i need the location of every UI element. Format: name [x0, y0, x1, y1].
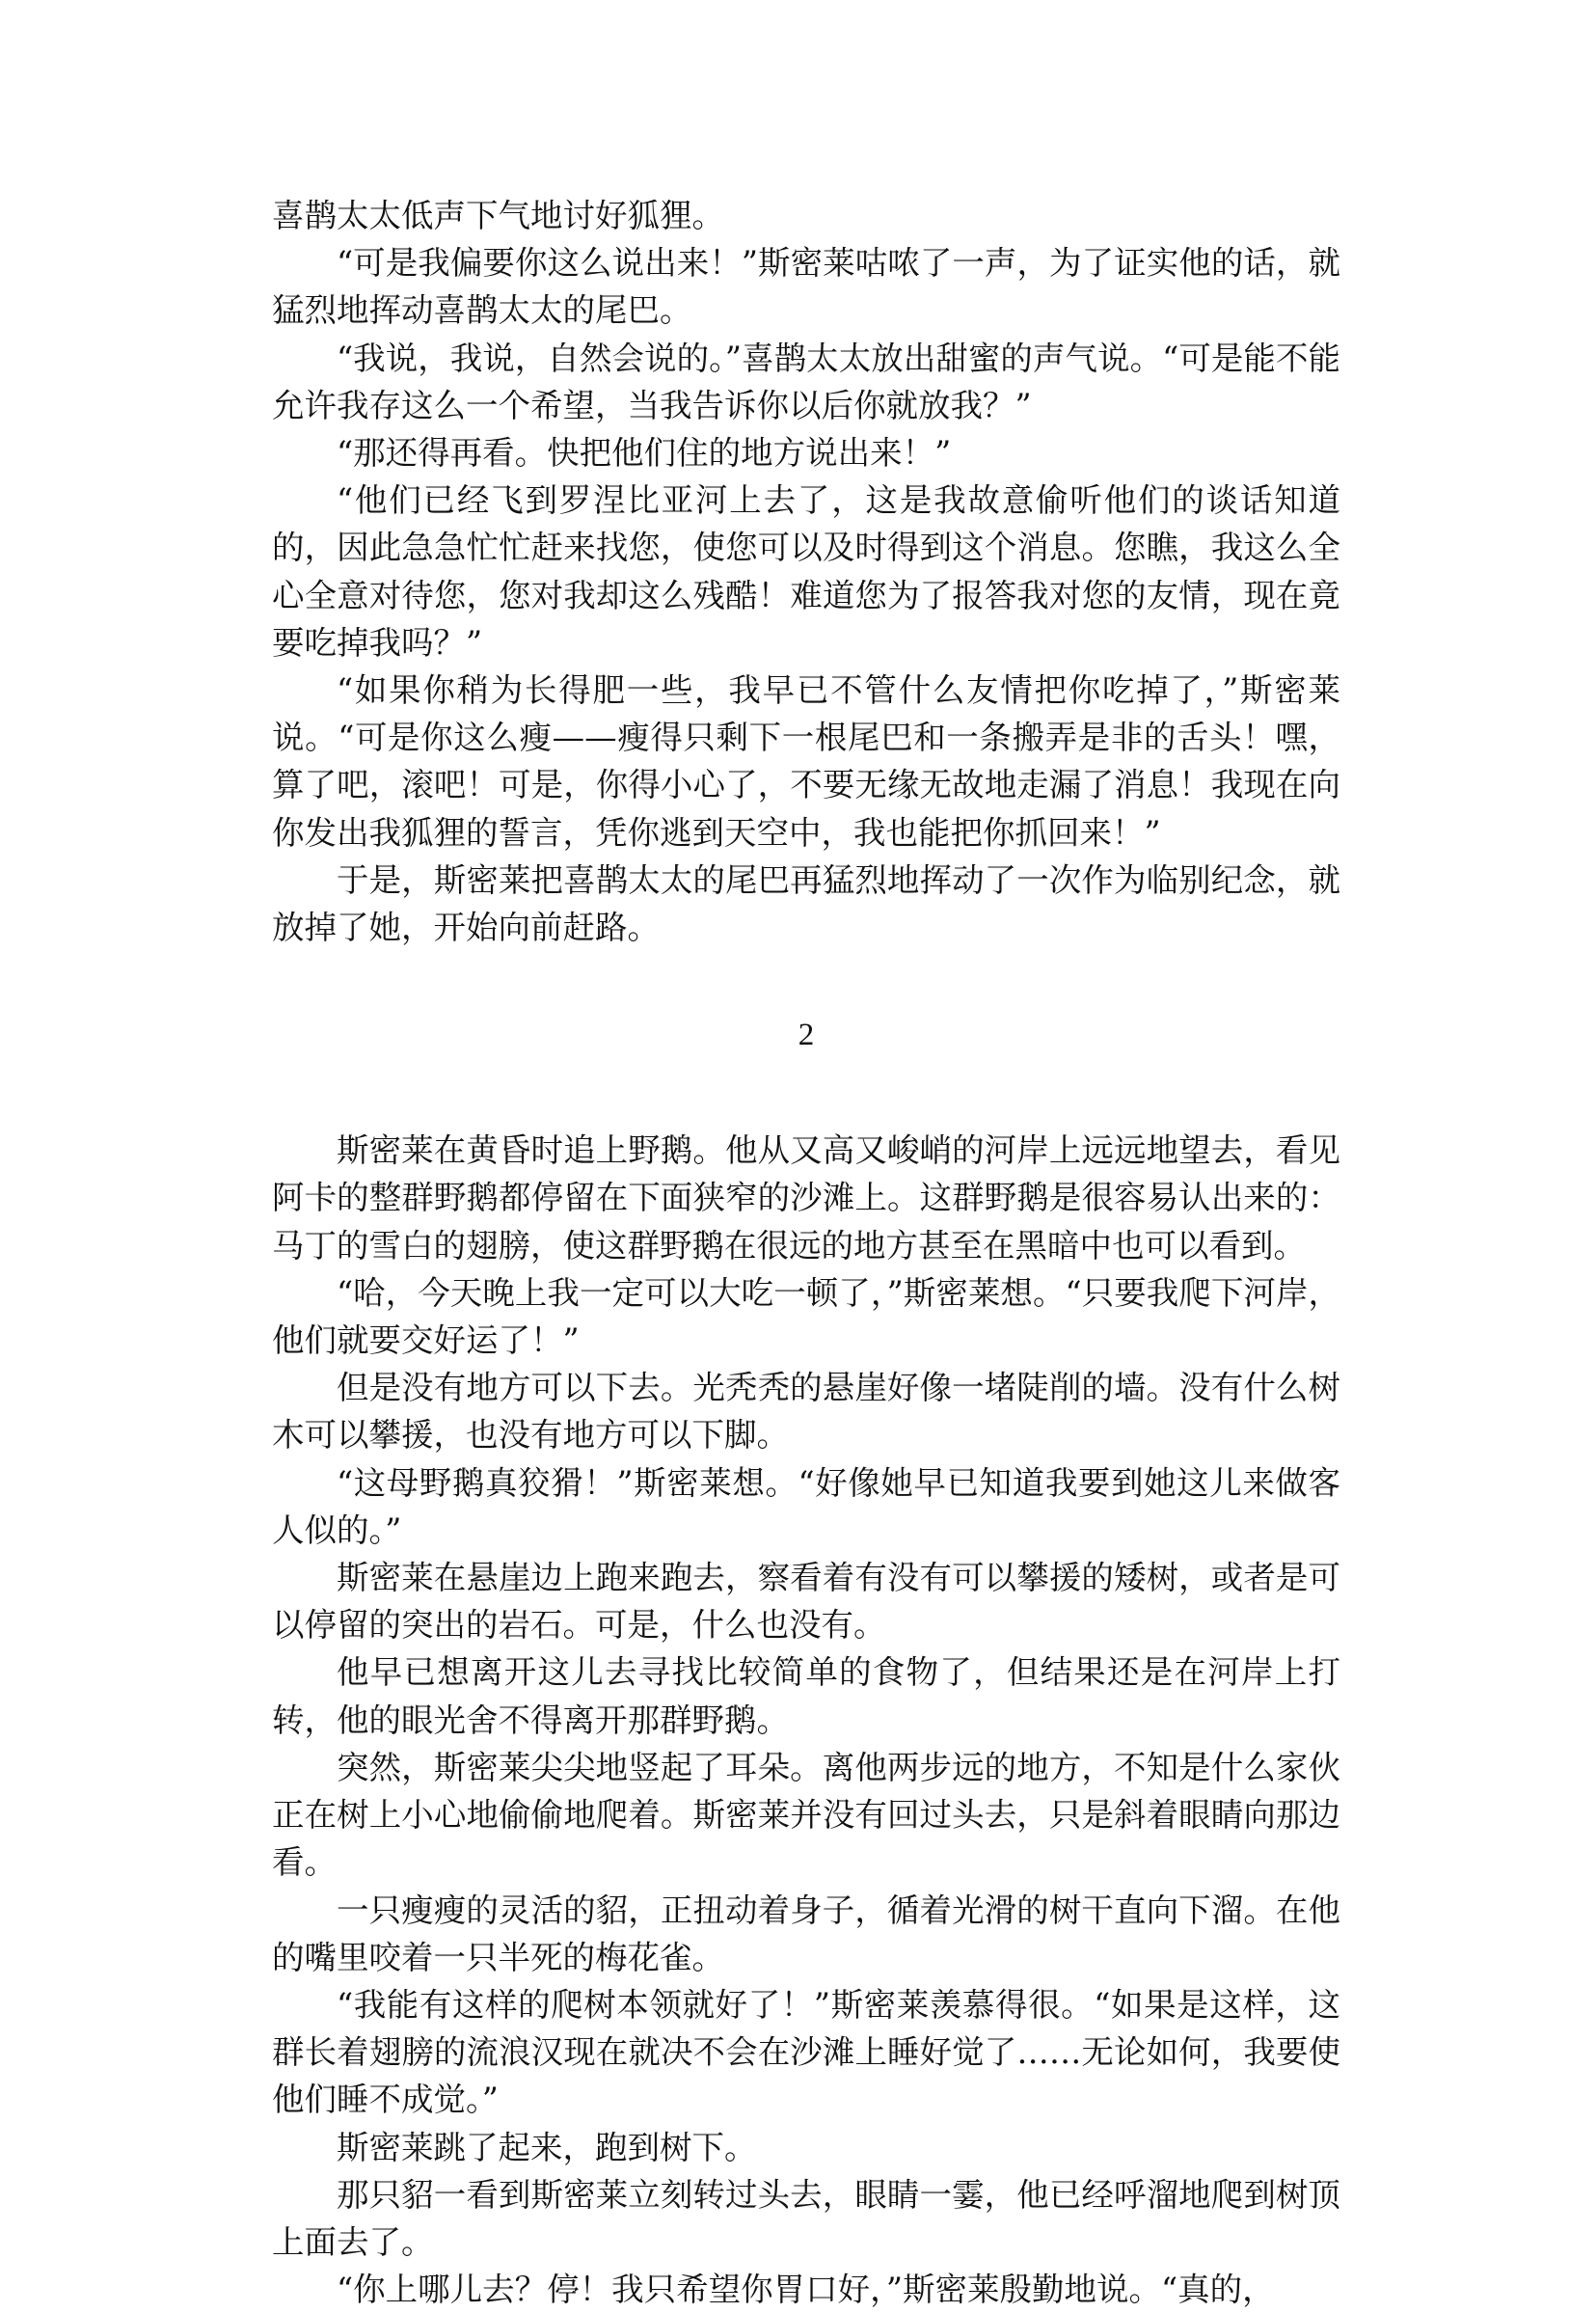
paragraph: “可是我偏要你这么说出来！”斯密莱咕哝了一声，为了证实他的话，就猛烈地挥动喜鹊太太的尾巴。: [272, 244, 1340, 330]
document-page: [272, 192, 1340, 2313]
paragraph: 但是没有地方可以下去。光秃秃的悬崖好像一堵陡削的墙。没有什么树木可以攀援，也没有地方可以下脚。: [272, 1369, 1340, 1455]
paragraph: “你上哪儿去？停！我只希望你胃口好，”斯密莱殷勤地说。“真的，: [337, 2271, 1275, 2309]
paragraph: 他早已想离开这儿去寻找比较简单的食物了，但结果还是在河岸上打转，他的眼光舍不得离开那群野鹅。: [272, 1653, 1340, 1739]
paragraph: 于是，斯密莱把喜鹊太太的尾巴再猛烈地挥动了一次作为临别纪念，就放掉了她，开始向前赶路。: [272, 860, 1340, 947]
paragraph: “那还得再看。快把他们住的地方说出来！”: [337, 434, 952, 473]
paragraph: “哈，今天晚上我一定可以大吃一顿了，”斯密莱想。“只要我爬下河岸，他们就要交好运了！”: [272, 1273, 1340, 1360]
paragraph: “他们已经飞到罗涅比亚河上去了，这是我故意偷听他们的谈话知道的，因此急急忙忙赶来找您，使您可以及时得到这个消息。您瞧，我这么全心全意对待您，您对我却这么残酷！难道您为了报答我对您的友情，现在竟要吃掉我吗？”: [272, 481, 1340, 662]
paragraph: 斯密莱跳了起来，跑到树下。: [337, 2128, 757, 2166]
paragraph: “如果你稍为长得肥一些，我早已不管什么友情把你吃掉了，”斯密莱说。“可是你这么瘦——瘦得只剩下一根尾巴和一条搬弄是非的舌头！嘿，算了吧，滚吧！可是，你得小心了，不要无缘无故地走漏了消息！我现在向你发出我狐狸的誓言，凭你逃到天空中，我也能把你抓回来！”: [272, 671, 1340, 852]
paragraph: “我能有这样的爬树本领就好了！”斯密莱羡慕得很。“如果是这样，这群长着翅膀的流浪汉现在就决不会在沙滩上睡好觉了……无论如何，我要使他们睡不成觉。”: [272, 1985, 1340, 2119]
paragraph: 那只貂一看到斯密莱立刻转过头去，眼睛一霎，他已经呼溜地爬到树顶上面去了。: [272, 2175, 1340, 2261]
paragraph: “这母野鹅真狡猾！”斯密莱想。“好像她早已知道我要到她这儿来做客人似的。”: [272, 1463, 1340, 1549]
paragraph: 斯密莱在黄昏时追上野鹅。他从又高又峻峭的河岸上远远地望去，看见阿卡的整群野鹅都停留在下面狭窄的沙滩上。这群野鹅是很容易认出来的：马丁的雪白的翅膀，使这群野鹅在很远的地方甚至在黑暗中也可以看到。: [272, 1131, 1340, 1265]
paragraph: 突然，斯密莱尖尖地竖起了耳朵。离他两步远的地方，不知是什么家伙正在树上小心地偷偷地爬着。斯密莱并没有回过头去，只是斜着眼睛向那边看。: [272, 1748, 1340, 1882]
section-before: [272, 192, 1340, 951]
paragraph: 一只瘦瘦的灵活的貂，正扭动着身子，循着光滑的树干直向下溜。在他的嘴里咬着一只半死的梅花雀。: [272, 1891, 1340, 1976]
paragraph: 斯密莱在悬崖边上跑来跑去，察看着有没有可以攀援的矮树，或者是可以停留的突出的岩石。可是，什么也没有。: [272, 1559, 1340, 1645]
paragraph: “我说，我说，自然会说的。”喜鹊太太放出甜蜜的声气说。“可是能不能允许我存这么一个希望，当我告诉你以后你就放我？”: [272, 339, 1340, 424]
section-after: [272, 1127, 1340, 2313]
paragraph: 喜鹊太太低声下气地讨好狐狸。: [272, 197, 724, 234]
section-number: 2: [798, 1018, 815, 1053]
